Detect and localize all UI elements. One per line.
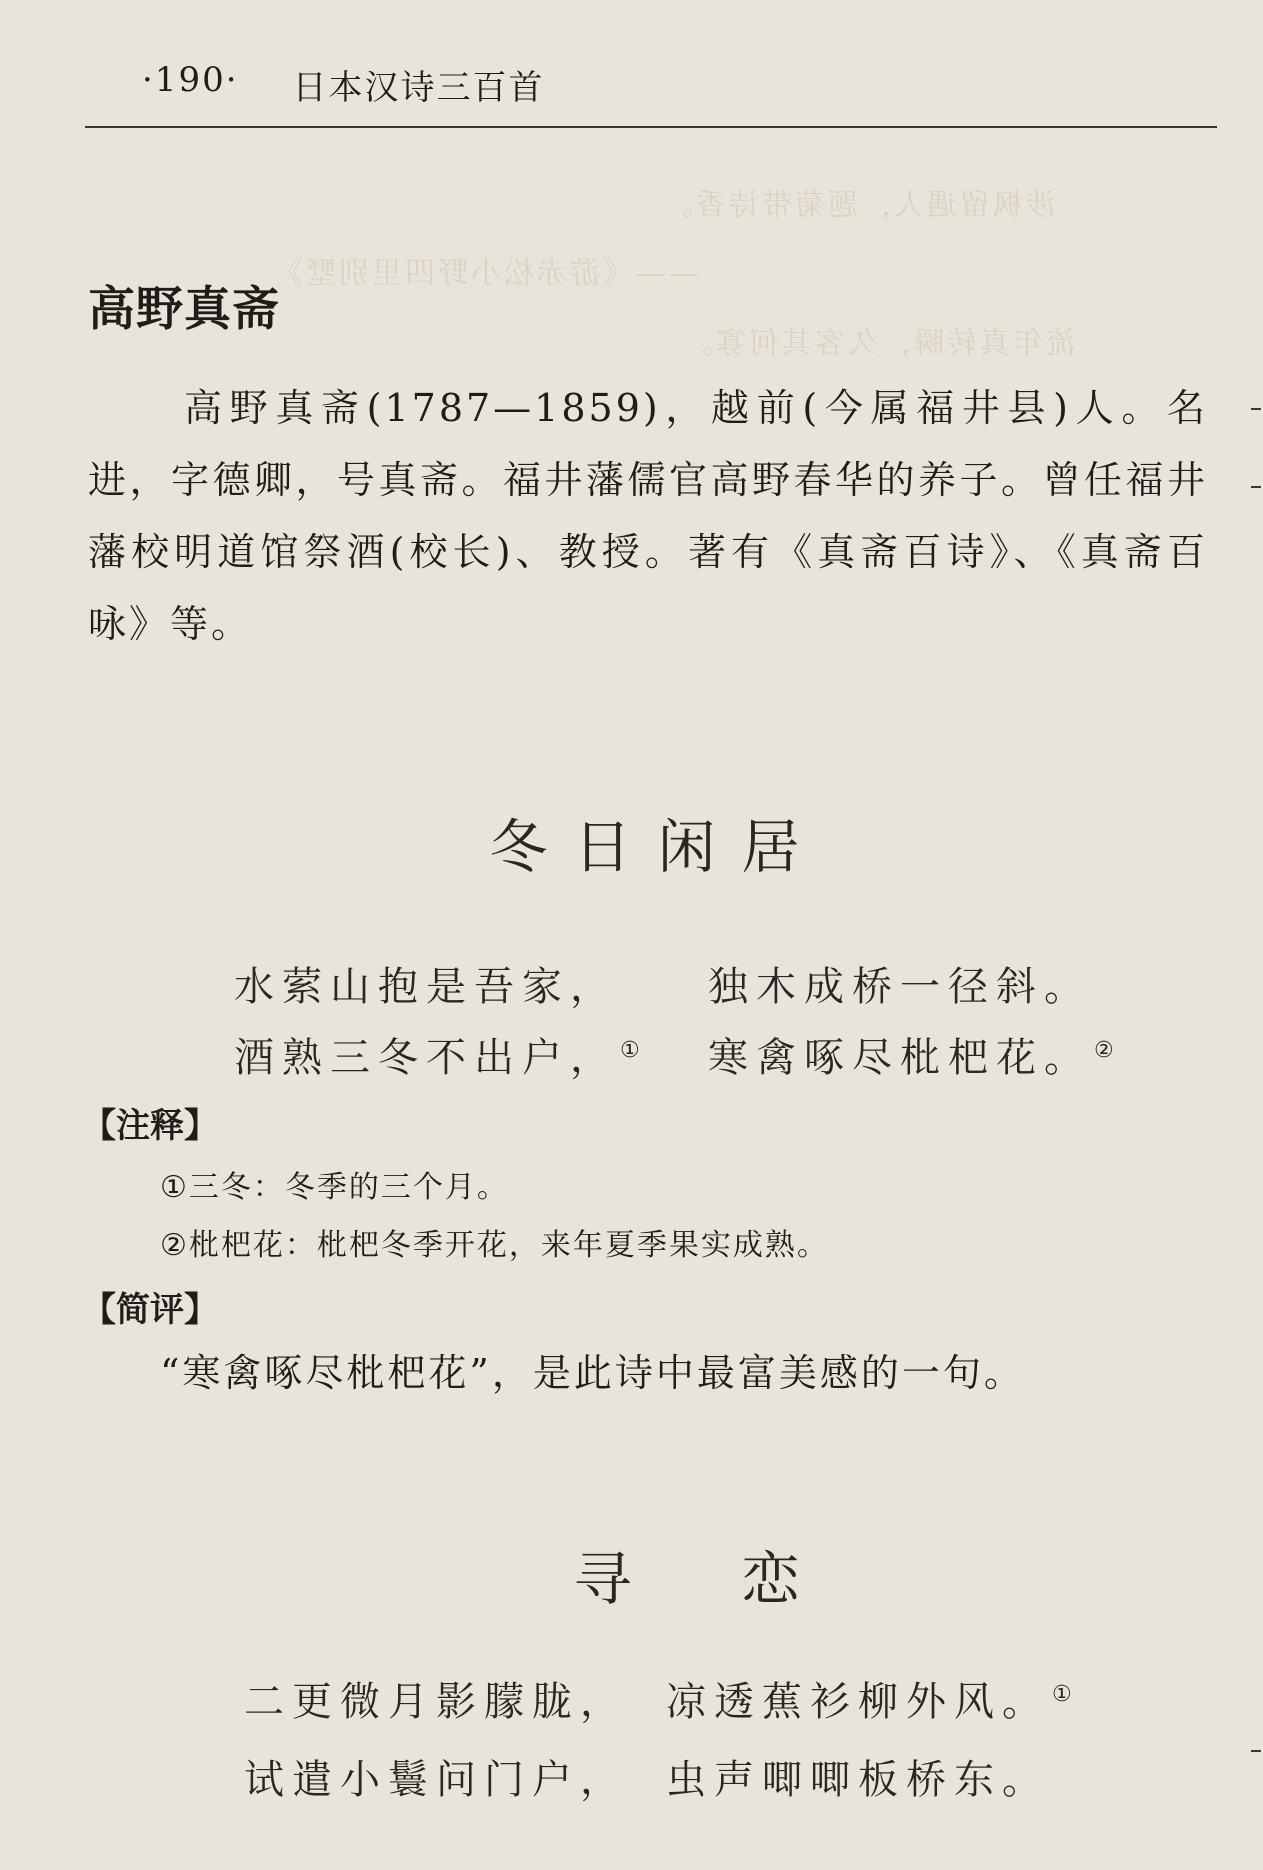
verse-line <box>234 1026 640 1083</box>
verse-line <box>244 1748 628 1805</box>
page-number: ·190· <box>142 60 239 100</box>
author-name-heading: 高野真斋 <box>88 282 280 337</box>
bleed-through-line: 流年真转瞬，久客其何寡。 <box>680 326 1076 361</box>
verse-line <box>234 955 618 1012</box>
footnote: ②枇杷花：枇杷冬季开花，来年夏季果实成熟。 <box>160 1228 829 1263</box>
bleed-through-line: 涉枫留遇人，题菊带诗香。 <box>660 188 1056 223</box>
verse-line <box>666 1670 1072 1727</box>
bleed-through-line: ——《游赤松小野四里别墅》 <box>270 256 699 291</box>
header-rule <box>85 126 1217 128</box>
verse-line <box>708 955 1092 1012</box>
book-title: 日本汉诗三百首 <box>292 68 545 108</box>
author-biography: 高野真斋(1787—1859)，越前(今属福井县)人。名进，字德卿，号真斋。福井藩儒官高野春华的养子。曾任福井藩校明道馆祭酒(校长)、教授。著有《真斋百诗》、《真斋百咏》等。 <box>88 386 1208 646</box>
footnote-marker: ① <box>1052 1681 1072 1707</box>
verse-second-half: 凉透蕉衫柳外风。 <box>666 1679 1050 1725</box>
verse-line <box>708 1026 1114 1083</box>
notes-label: 【注释】 <box>82 1106 218 1146</box>
footnote: ①三冬：冬季的三个月。 <box>160 1170 509 1205</box>
verse-second-half: 寒禽啄尽枇杷花。 <box>708 1035 1092 1081</box>
verse-first-half: 酒熟三冬不出户， <box>234 1035 618 1081</box>
verse-first-half: 试遣小鬟问门户， <box>244 1757 628 1803</box>
edge-tick <box>1251 1750 1261 1752</box>
verse-line <box>244 1670 628 1727</box>
verse-second-half: 独木成桥一径斜。 <box>708 964 1092 1010</box>
poem-title: 冬日闲居 <box>489 813 826 881</box>
footnote-marker: ① <box>620 1037 640 1063</box>
comment-label: 【简评】 <box>82 1290 218 1330</box>
verse-first-half: 二更微月影朦胧， <box>244 1679 628 1725</box>
verse-first-half: 水萦山抱是吾家， <box>234 964 618 1010</box>
edge-tick <box>1251 486 1261 488</box>
brief-comment: “寒禽啄尽枇杷花”，是此诗中最富美感的一句。 <box>160 1351 1025 1395</box>
footnote-marker: ② <box>1094 1037 1114 1063</box>
edge-tick <box>1251 408 1261 410</box>
verse-line <box>666 1748 1050 1805</box>
running-header <box>142 60 545 109</box>
poem-title: 寻恋 <box>573 1545 910 1613</box>
verse-second-half: 虫声唧唧板桥东。 <box>666 1757 1050 1803</box>
